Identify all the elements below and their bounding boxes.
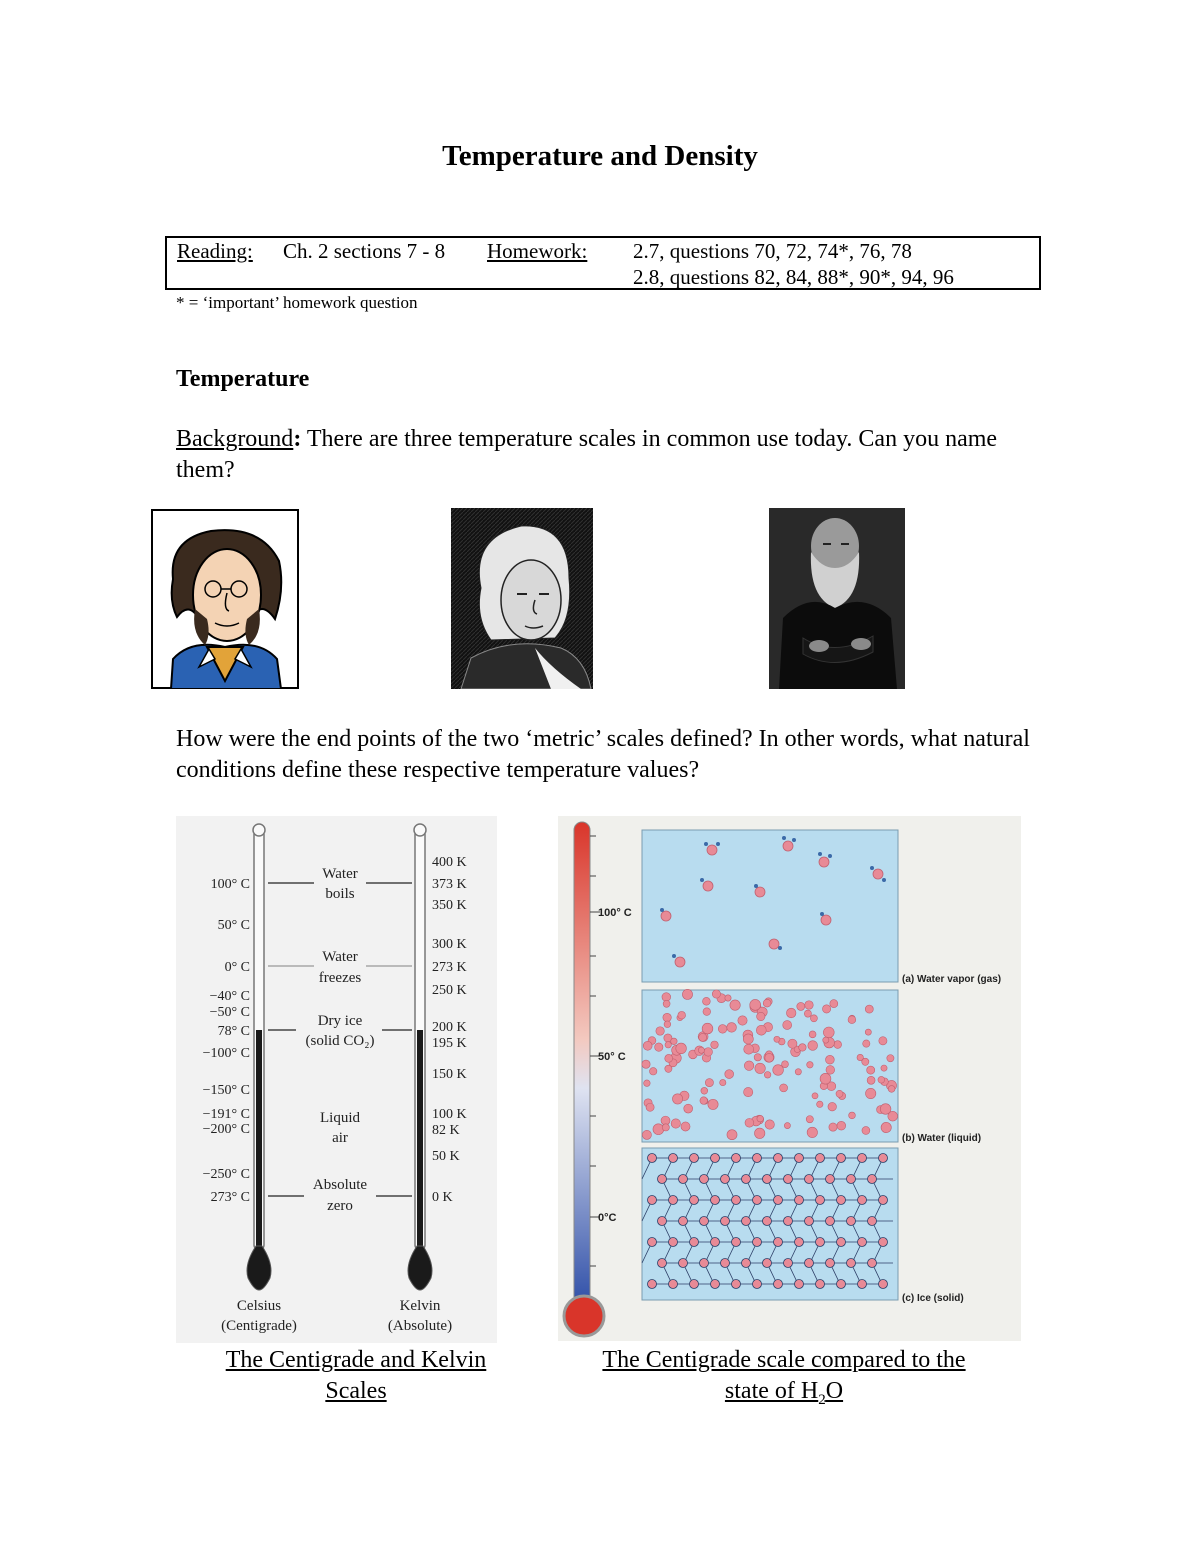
ice-molecule xyxy=(816,1196,825,1205)
liquid-molecule xyxy=(755,1063,765,1073)
liquid-molecule xyxy=(812,1093,818,1099)
liquid-molecule xyxy=(699,1033,707,1041)
ice-molecule xyxy=(868,1175,877,1184)
liquid-molecule xyxy=(878,1076,885,1083)
ice-molecule xyxy=(784,1175,793,1184)
liquid-molecule xyxy=(765,1053,774,1062)
background-label: Background xyxy=(176,426,294,452)
liquid-molecule xyxy=(836,1090,843,1097)
ice-molecule xyxy=(795,1196,804,1205)
celsius-tick-50: 50° C xyxy=(217,918,250,933)
celsius-tick-minus40: −40° C xyxy=(209,989,250,1004)
liquid-molecule xyxy=(754,1128,764,1138)
page-title: Temperature and Density xyxy=(442,140,758,172)
caption1-line2: Scales xyxy=(325,1378,387,1404)
caption2-line2-sub: 2 xyxy=(818,1391,826,1408)
liquid-molecule xyxy=(757,1115,764,1122)
liquid-molecule xyxy=(705,1079,713,1087)
liquid-molecule xyxy=(830,1000,838,1008)
panel-ice-solid xyxy=(642,1148,898,1300)
ice-molecule xyxy=(679,1175,688,1184)
liquid-molecule xyxy=(644,1080,650,1086)
liquid-molecule xyxy=(823,1027,834,1038)
ice-molecule xyxy=(721,1259,730,1268)
ice-molecule xyxy=(742,1217,751,1226)
ice-molecule xyxy=(732,1280,741,1289)
liquid-molecule xyxy=(655,1043,663,1051)
kelvin-tick-100: 100 K xyxy=(432,1107,467,1122)
ice-molecule xyxy=(711,1238,720,1247)
caption1-line1: The Centigrade and Kelvin xyxy=(225,1347,487,1373)
ice-molecule xyxy=(753,1238,762,1247)
liquid-molecule xyxy=(663,1013,671,1021)
homework-line-2: 2.8, questions 82, 84, 88*, 90*, 94, 96 xyxy=(633,265,954,289)
celsius-tick-minus200: −200° C xyxy=(202,1122,250,1137)
liquid-molecule xyxy=(671,1119,680,1128)
liquid-molecule xyxy=(774,1036,780,1042)
liquid-molecule xyxy=(703,997,711,1005)
ice-molecule xyxy=(774,1154,783,1163)
liquid-molecule xyxy=(700,1097,708,1105)
ice-molecule xyxy=(721,1217,730,1226)
liquid-molecule xyxy=(743,1034,753,1044)
kelvin-tick-250: 250 K xyxy=(432,983,467,998)
ice-molecule xyxy=(763,1259,772,1268)
celsius-tick-minus250: −250° C xyxy=(202,1167,250,1182)
ice-molecule xyxy=(679,1259,688,1268)
ice-molecule xyxy=(669,1154,678,1163)
kelvin-tick-195: 195 K xyxy=(432,1036,467,1051)
liquid-molecule xyxy=(757,1012,765,1020)
ice-molecule xyxy=(711,1280,720,1289)
liquid-molecule xyxy=(684,1104,693,1113)
ice-molecule xyxy=(658,1259,667,1268)
label-dry-ice-1: Dry ice xyxy=(317,1013,363,1029)
ice-molecule xyxy=(658,1175,667,1184)
liquid-molecule xyxy=(829,1123,837,1131)
liquid-molecule xyxy=(826,1066,835,1075)
ice-molecule xyxy=(784,1259,793,1268)
liquid-molecule xyxy=(834,1041,842,1049)
liquid-molecule xyxy=(810,1015,817,1022)
ice-molecule xyxy=(763,1217,772,1226)
liquid-molecule xyxy=(797,1002,805,1010)
liquid-molecule xyxy=(880,1104,891,1115)
liquid-molecule xyxy=(881,1065,887,1071)
ice-molecule xyxy=(837,1154,846,1163)
panel-a-label: (a) Water vapor (gas) xyxy=(902,974,1002,985)
ice-molecule xyxy=(858,1280,867,1289)
ice-molecule xyxy=(837,1196,846,1205)
celsius-tick-minus191: −191° C xyxy=(202,1107,250,1122)
ice-molecule xyxy=(837,1280,846,1289)
liquid-molecule xyxy=(756,1025,766,1035)
liquid-molecule xyxy=(711,1041,719,1049)
liquid-molecule xyxy=(806,1116,813,1123)
ice-molecule xyxy=(774,1238,783,1247)
kelvin-tick-373: 373 K xyxy=(432,877,467,892)
liquid-molecule xyxy=(807,1127,817,1137)
figure-water-states xyxy=(558,816,1021,1341)
liquid-molecule xyxy=(672,1094,682,1104)
ice-molecule xyxy=(753,1196,762,1205)
liquid-molecule xyxy=(646,1103,654,1111)
ice-molecule xyxy=(669,1196,678,1205)
metric-scales-question: How were the end points of the two ‘metric’ scales defined? In other words, what natural conditions define these respective temperature values? xyxy=(176,726,1030,783)
ice-molecule xyxy=(742,1259,751,1268)
celsius-tick-minus100: −100° C xyxy=(202,1046,250,1061)
label-water-boils-2: boils xyxy=(325,886,355,902)
ice-molecule xyxy=(805,1259,814,1268)
liquid-molecule xyxy=(817,1101,823,1107)
liquid-molecule xyxy=(665,1042,671,1048)
label-dry-ice-2: (solid CO₂) xyxy=(305,1033,375,1049)
ice-molecule xyxy=(858,1154,867,1163)
liquid-molecule xyxy=(745,1118,754,1127)
figure-centigrade-kelvin xyxy=(176,816,497,1343)
ice-molecule xyxy=(858,1238,867,1247)
caption-water-state xyxy=(558,1345,1010,1416)
ice-molecule xyxy=(690,1154,699,1163)
kelvin-tick-0: 0 K xyxy=(432,1190,453,1205)
label-celsius-2: (Centigrade) xyxy=(221,1318,297,1334)
caption2-line1: The Centigrade scale compared to the xyxy=(602,1347,966,1373)
liquid-molecule xyxy=(682,989,692,999)
liquid-molecule xyxy=(863,1040,870,1047)
ice-molecule xyxy=(826,1175,835,1184)
label-water-freezes-1: Water xyxy=(322,949,358,965)
ice-molecule xyxy=(732,1238,741,1247)
homework-label: Homework: xyxy=(487,239,588,263)
liquid-molecule xyxy=(744,1087,753,1096)
label-water-freezes-2: freezes xyxy=(318,970,362,986)
homework-line-1: 2.7, questions 70, 72, 74*, 76, 78 xyxy=(633,239,912,263)
liquid-molecule xyxy=(665,1054,673,1062)
important-note: * = ‘important’ homework question xyxy=(176,293,418,312)
label-absolute-zero-2: zero xyxy=(327,1198,353,1214)
liquid-molecule xyxy=(823,1037,829,1043)
liquid-molecule xyxy=(754,1054,761,1061)
liquid-molecule xyxy=(848,1016,856,1024)
ice-molecule xyxy=(742,1175,751,1184)
liquid-molecule xyxy=(704,1048,713,1057)
liquid-molecule xyxy=(702,1023,713,1034)
liquid-molecule xyxy=(656,1027,664,1035)
liquid-molecule xyxy=(650,1068,657,1075)
ice-molecule xyxy=(721,1175,730,1184)
liquid-molecule xyxy=(678,1011,686,1019)
ice-molecule xyxy=(847,1217,856,1226)
panel-b-label: (b) Water (liquid) xyxy=(902,1133,982,1144)
kelvin-tick-400: 400 K xyxy=(432,855,467,870)
liquid-molecule xyxy=(643,1041,652,1050)
liquid-molecule xyxy=(720,1079,726,1085)
ice-molecule xyxy=(700,1259,709,1268)
ice-molecule xyxy=(732,1154,741,1163)
kelvin-tick-300: 300 K xyxy=(432,937,467,952)
ice-molecule xyxy=(826,1217,835,1226)
liquid-molecule xyxy=(822,1005,830,1013)
liquid-molecule xyxy=(701,1087,708,1094)
liquid-molecule xyxy=(786,1008,796,1018)
liquid-molecule xyxy=(784,1123,790,1129)
ice-molecule xyxy=(690,1196,699,1205)
ice-molecule xyxy=(847,1259,856,1268)
liquid-molecule xyxy=(703,1008,711,1016)
caption2-line2-pre: state of H xyxy=(724,1378,819,1404)
liquid-molecule xyxy=(780,1084,788,1092)
ice-molecule xyxy=(826,1259,835,1268)
liquid-molecule xyxy=(642,1060,650,1068)
liquid-molecule xyxy=(807,1062,813,1068)
liquid-molecule xyxy=(808,1041,818,1051)
ice-molecule xyxy=(658,1217,667,1226)
ice-molecule xyxy=(805,1217,814,1226)
ice-molecule xyxy=(679,1217,688,1226)
liquid-molecule xyxy=(783,1021,792,1030)
ice-molecule xyxy=(879,1154,888,1163)
fig2-tick-50: 50° C xyxy=(598,1051,626,1063)
ice-molecule xyxy=(648,1238,657,1247)
liquid-molecule xyxy=(662,1124,669,1131)
liquid-molecule xyxy=(805,1001,813,1009)
liquid-molecule xyxy=(804,1010,811,1017)
liquid-molecule xyxy=(676,1043,687,1054)
ice-molecule xyxy=(690,1238,699,1247)
panel-c-label: (c) Ice (solid) xyxy=(902,1293,964,1304)
liquid-molecule xyxy=(665,1065,672,1072)
liquid-molecule xyxy=(879,1037,887,1045)
celsius-tick-0: 0° C xyxy=(224,960,250,975)
liquid-molecule xyxy=(799,1044,806,1051)
liquid-molecule xyxy=(708,1099,718,1109)
ice-molecule xyxy=(711,1154,720,1163)
ice-molecule xyxy=(690,1280,699,1289)
liquid-molecule xyxy=(727,1023,737,1033)
liquid-molecule xyxy=(730,1000,740,1010)
background-paragraph xyxy=(176,424,1036,486)
ice-molecule xyxy=(700,1217,709,1226)
liquid-molecule xyxy=(867,1066,875,1074)
background-colon: : xyxy=(293,426,302,452)
label-absolute-zero-1: Absolute xyxy=(312,1177,368,1193)
liquid-molecule xyxy=(857,1054,863,1060)
liquid-molecule xyxy=(865,1029,871,1035)
liquid-molecule xyxy=(664,1021,671,1028)
panel-water-liquid xyxy=(642,989,898,1142)
liquid-molecule xyxy=(653,1124,664,1135)
liquid-molecule xyxy=(865,1005,873,1013)
portrait-photograph-image xyxy=(769,508,905,689)
label-kelvin-2: (Absolute) xyxy=(387,1318,453,1334)
liquid-molecule xyxy=(820,1073,831,1084)
caption2-line2-post: O xyxy=(825,1378,844,1404)
ice-molecule xyxy=(700,1175,709,1184)
kelvin-tick-82: 82 K xyxy=(432,1123,460,1138)
liquid-molecule xyxy=(725,1070,734,1079)
liquid-molecule xyxy=(826,1055,835,1064)
color-thermometer xyxy=(564,822,604,1336)
liquid-molecule xyxy=(642,1130,651,1139)
ice-molecule xyxy=(858,1196,867,1205)
liquid-molecule xyxy=(712,990,720,998)
background-text: There are three temperature scales in common use today. Can you name them? xyxy=(176,426,998,483)
liquid-molecule xyxy=(888,1086,895,1093)
ice-molecule xyxy=(816,1280,825,1289)
ice-molecule xyxy=(774,1280,783,1289)
ice-molecule xyxy=(879,1238,888,1247)
celsius-tick-100: 100° C xyxy=(210,877,250,892)
panel-water-vapor xyxy=(642,830,898,982)
ice-molecule xyxy=(784,1217,793,1226)
ice-molecule xyxy=(648,1280,657,1289)
label-liquid-air-1: Liquid xyxy=(320,1110,360,1126)
liquid-molecule xyxy=(862,1127,870,1135)
liquid-molecule xyxy=(681,1122,690,1131)
ice-molecule xyxy=(837,1238,846,1247)
ice-molecule xyxy=(805,1175,814,1184)
kelvin-tick-273: 273 K xyxy=(432,960,467,975)
ice-molecule xyxy=(648,1154,657,1163)
ice-molecule xyxy=(879,1280,888,1289)
label-celsius-1: Celsius xyxy=(236,1298,282,1314)
liquid-molecule xyxy=(866,1088,876,1098)
label-liquid-air-2: air xyxy=(332,1130,348,1146)
liquid-molecule xyxy=(795,1069,801,1075)
kelvin-thermometer xyxy=(408,824,432,1290)
liquid-molecule xyxy=(750,999,761,1010)
label-kelvin-1: Kelvin xyxy=(399,1298,441,1314)
liquid-molecule xyxy=(773,1065,784,1076)
celsius-tick-78: 78° C xyxy=(217,1024,250,1039)
ice-molecule xyxy=(648,1196,657,1205)
liquid-molecule xyxy=(662,993,671,1002)
liquid-molecule xyxy=(738,1016,747,1025)
celsius-tick-minus150: −150° C xyxy=(202,1083,250,1098)
ice-molecule xyxy=(816,1238,825,1247)
reading-label: Reading: xyxy=(177,239,253,263)
kelvin-tick-200: 200 K xyxy=(432,1020,467,1035)
kelvin-tick-350: 350 K xyxy=(432,898,467,913)
fig2-tick-0: 0°C xyxy=(598,1212,617,1224)
liquid-molecule xyxy=(663,1000,670,1007)
ice-molecule xyxy=(711,1196,720,1205)
liquid-molecule xyxy=(867,1076,875,1084)
kelvin-tick-50: 50 K xyxy=(432,1149,460,1164)
label-water-boils-1: Water xyxy=(322,866,358,882)
liquid-molecule xyxy=(765,1120,774,1129)
ice-molecule xyxy=(669,1238,678,1247)
celsius-tick-273: 273° C xyxy=(210,1190,250,1205)
liquid-molecule xyxy=(788,1039,797,1048)
liquid-molecule xyxy=(698,1047,704,1053)
liquid-molecule xyxy=(744,1044,754,1054)
ice-molecule xyxy=(816,1154,825,1163)
ice-molecule xyxy=(795,1280,804,1289)
liquid-molecule xyxy=(881,1122,891,1132)
ice-molecule xyxy=(847,1175,856,1184)
ice-molecule xyxy=(732,1196,741,1205)
liquid-molecule xyxy=(727,1130,737,1140)
caption-centigrade-kelvin xyxy=(176,1345,536,1407)
ice-molecule xyxy=(753,1280,762,1289)
liquid-molecule xyxy=(809,1031,816,1038)
caption2-line2 xyxy=(558,1376,1010,1416)
portrait-cartoon-image xyxy=(151,509,299,689)
ice-molecule xyxy=(669,1280,678,1289)
ice-molecule xyxy=(795,1238,804,1247)
section-heading-temperature: Temperature xyxy=(176,366,310,392)
liquid-molecule xyxy=(671,1038,678,1045)
ice-molecule xyxy=(868,1259,877,1268)
liquid-molecule xyxy=(849,1112,856,1119)
liquid-molecule xyxy=(887,1055,894,1062)
ice-molecule xyxy=(795,1154,804,1163)
liquid-molecule xyxy=(763,999,771,1007)
homework-box xyxy=(165,236,1041,290)
liquid-molecule xyxy=(744,1061,754,1071)
ice-molecule xyxy=(879,1196,888,1205)
ice-molecule xyxy=(774,1196,783,1205)
fig2-tick-100: 100° C xyxy=(598,907,632,919)
liquid-molecule xyxy=(828,1102,837,1111)
kelvin-tick-150: 150 K xyxy=(432,1067,467,1082)
celsius-thermometer xyxy=(247,824,271,1290)
ice-molecule xyxy=(868,1217,877,1226)
portrait-engraving-image xyxy=(451,508,593,689)
liquid-molecule xyxy=(725,995,731,1001)
liquid-molecule xyxy=(764,1072,771,1079)
ice-molecule xyxy=(763,1175,772,1184)
celsius-tick-minus50: −50° C xyxy=(209,1005,250,1020)
liquid-molecule xyxy=(837,1121,846,1130)
ice-molecule xyxy=(753,1154,762,1163)
reading-value: Ch. 2 sections 7 - 8 xyxy=(283,239,446,263)
liquid-molecule xyxy=(718,1025,727,1034)
